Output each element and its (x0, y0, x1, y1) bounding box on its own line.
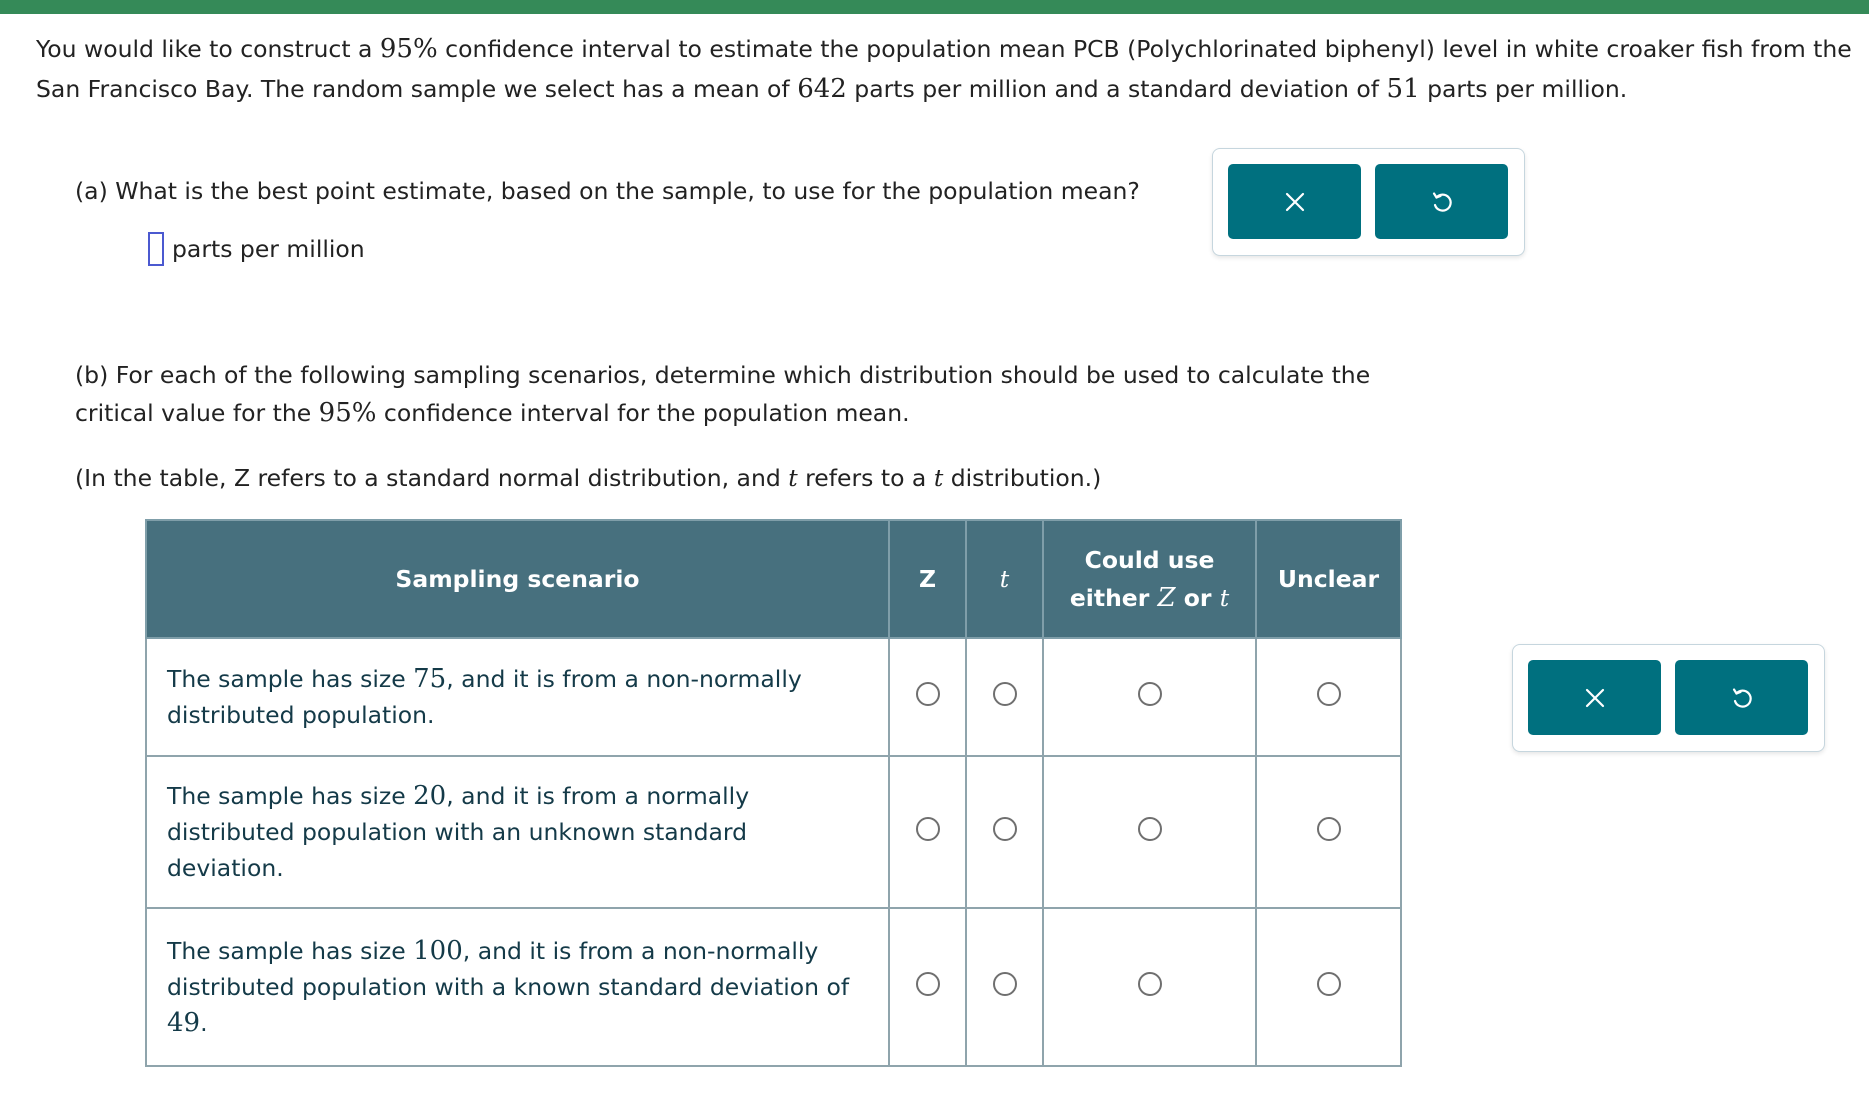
top-bar (0, 0, 1869, 14)
table-row (146, 756, 1401, 908)
part-b-question: (b) For each of the following sampling scenarios, determine which distribution should be used to calculate the critical value for the 95% confidence interval for the population mean. (75, 361, 1371, 428)
close-icon (1584, 687, 1606, 709)
radio-cell-unclear (1256, 908, 1401, 1066)
part-a-answer-row (148, 232, 365, 266)
radio-cell-t (966, 756, 1043, 908)
close-icon (1284, 191, 1306, 213)
scenario-text: The sample has size 75, and it is from a non-normally distributed population. (146, 638, 889, 756)
radio-cell-either (1043, 908, 1256, 1066)
reset-button[interactable] (1375, 164, 1508, 239)
radio-t[interactable] (993, 817, 1017, 841)
reset-button[interactable] (1675, 660, 1808, 735)
table-header-row (146, 520, 1401, 638)
radio-cell-z (889, 756, 966, 908)
table-note: (In the table, Z refers to a standard normal distribution, and t refers to a t distribution.) (75, 464, 1102, 492)
radio-cell-z (889, 908, 966, 1066)
header-t: t (966, 520, 1043, 638)
part-a-question: (a) What is the best point estimate, based on the sample, to use for the population mean? (75, 177, 1140, 205)
radio-cell-z (889, 638, 966, 756)
point-estimate-input[interactable] (148, 232, 164, 266)
radio-either[interactable] (1138, 682, 1162, 706)
radio-unclear[interactable] (1317, 682, 1341, 706)
radio-cell-either (1043, 638, 1256, 756)
undo-icon (1729, 685, 1755, 711)
clear-button[interactable] (1528, 660, 1661, 735)
scenario-text: The sample has size 20, and it is from a normally distributed population with an unknown standard deviation. (146, 756, 889, 908)
radio-t[interactable] (993, 972, 1017, 996)
header-z: Z (889, 520, 966, 638)
radio-t[interactable] (993, 682, 1017, 706)
radio-cell-either (1043, 756, 1256, 908)
problem-statement: You would like to construct a 95% confidence interval to estimate the population mean PCB (Polychlorinated biphenyl) level in white croaker fish from the San Francisco Bay. The random sample we select has a mean of 642 parts per million and a standard deviation of 51 parts per million. (36, 34, 1852, 104)
header-either: Could use either Z or t (1043, 520, 1256, 638)
radio-unclear[interactable] (1317, 817, 1341, 841)
radio-unclear[interactable] (1317, 972, 1341, 996)
part-b-button-panel (1512, 644, 1825, 752)
radio-either[interactable] (1138, 817, 1162, 841)
header-unclear: Unclear (1256, 520, 1401, 638)
header-sampling-scenario: Sampling scenario (146, 520, 889, 638)
table-row (146, 908, 1401, 1066)
part-a-button-panel (1212, 148, 1525, 256)
table-row (146, 638, 1401, 756)
radio-cell-t (966, 908, 1043, 1066)
radio-cell-unclear (1256, 756, 1401, 908)
radio-either[interactable] (1138, 972, 1162, 996)
scenario-table (145, 519, 1402, 1067)
radio-cell-unclear (1256, 638, 1401, 756)
radio-cell-t (966, 638, 1043, 756)
answer-unit-label: parts per million (172, 235, 365, 263)
radio-z[interactable] (916, 972, 940, 996)
scenario-text: The sample has size 100, and it is from a non-normally distributed population with a known standard deviation of 49. (146, 908, 889, 1066)
clear-button[interactable] (1228, 164, 1361, 239)
radio-z[interactable] (916, 817, 940, 841)
radio-z[interactable] (916, 682, 940, 706)
undo-icon (1429, 189, 1455, 215)
